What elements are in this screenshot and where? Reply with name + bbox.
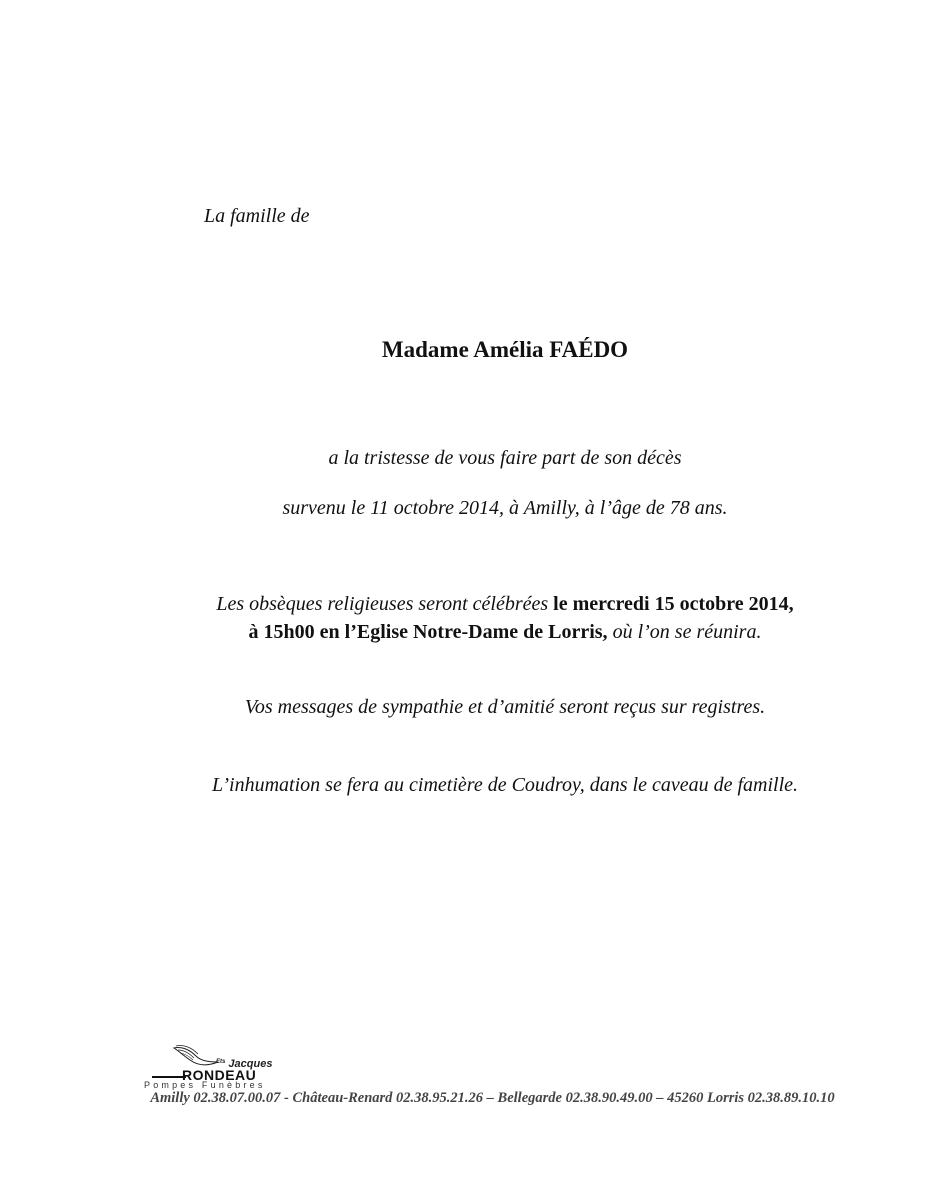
funeral-suffix: où l’on se réunira. [607, 621, 762, 643]
burial-text: L’inhumation se fera au cimetière de Coudroy, dans le caveau de famille. [212, 774, 798, 796]
footer-contacts: Amilly 02.38.07.00.07 - Château-Renard 02.38.95.21.26 – Bellegarde 02.38.90.49.00 – 45260 Lorris 02.38.89.10.10 [150, 1090, 835, 1106]
funeral-date: le mercredi 15 octobre 2014, [553, 593, 794, 615]
announcement-line-1: a la tristesse de vous faire part de son décès [328, 447, 682, 469]
messages-text: Vos messages de sympathie et d’amitié seront reçus sur registres. [244, 696, 766, 718]
logo-small-text: $^{Ets}$ Jacques [216, 1058, 273, 1070]
deceased-name: Madame Amélia FAÉDO [381, 337, 629, 362]
funeral-place: à 15h00 en l’Eglise Notre-Dame de Lorris, [248, 621, 608, 643]
logo-big-text: RONDEAU [182, 1067, 257, 1083]
rondeau-logo [142, 1044, 278, 1092]
intro-text: La famille de [204, 205, 310, 227]
logo-rule [152, 1076, 186, 1078]
funeral-details [0, 590, 947, 646]
logo-subtitle: Pompes Funèbres [144, 1080, 266, 1090]
announcement-line-2: survenu le 11 octobre 2014, à Amilly, à l’âge de 78 ans. [282, 497, 728, 519]
funeral-prefix: Les obsèques religieuses seront célébrées [216, 593, 554, 615]
